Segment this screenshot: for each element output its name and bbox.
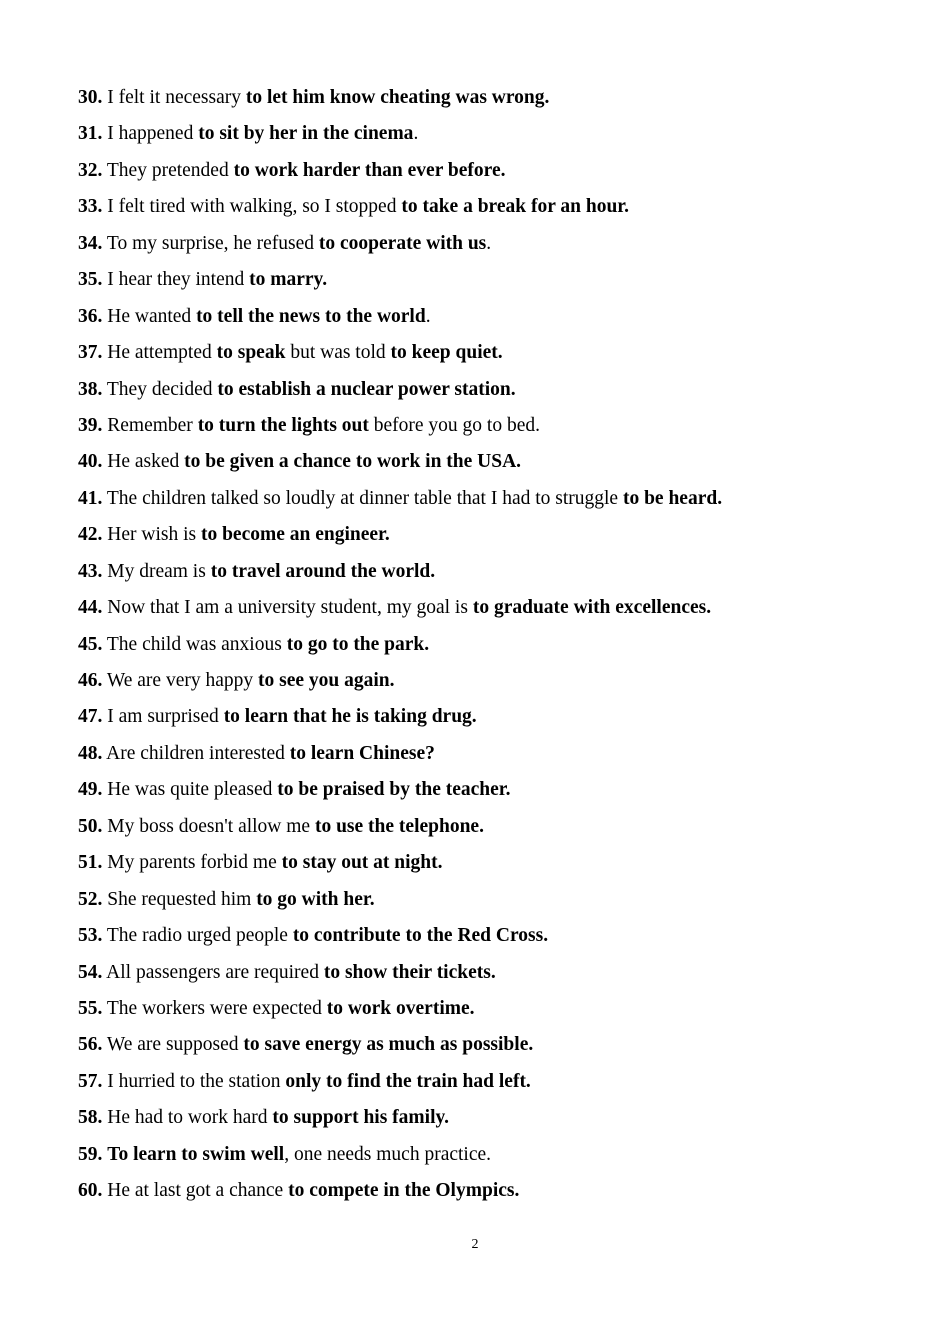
infinitive-phrase: to contribute to the Red Cross. (292, 925, 549, 947)
infinitive-phrase: to let him know cheating was wrong. (245, 87, 550, 108)
sentence-number: 57. (78, 1070, 103, 1092)
sentence-number: 41. (78, 487, 103, 509)
infinitive-phrase: To learn to swim well (107, 1143, 285, 1165)
infinitive-phrase: to graduate with excellences. (472, 597, 712, 619)
sentence-text: The child was anxious (102, 633, 287, 655)
sentence-text: I felt it necessary (102, 87, 246, 108)
infinitive-phrase: to be heard. (622, 487, 723, 509)
sentence-number: 59. (78, 1143, 103, 1165)
sentence-item (78, 740, 918, 776)
sentence-item (78, 157, 918, 193)
infinitive-phrase: to travel around the world. (210, 560, 436, 582)
sentence-item (78, 448, 918, 484)
sentence-number: 56. (78, 1034, 103, 1056)
sentence-text: I am surprised (102, 706, 224, 728)
sentence-item (78, 339, 918, 375)
infinitive-phrase: to learn that he is taking drug. (223, 706, 477, 728)
sentence-number: 55. (78, 997, 103, 1019)
sentence-number: 54. (78, 961, 103, 983)
sentence-text: Her wish is (102, 524, 201, 546)
sentence-text: My parents forbid me (102, 852, 282, 874)
sentence-text: I hear they intend (102, 269, 250, 291)
sentence-text: . (425, 305, 431, 327)
sentence-item (78, 959, 918, 995)
infinitive-phrase: to take a break for an hour. (401, 196, 630, 218)
sentence-text: Now that I am a university student, my goal is (102, 597, 473, 619)
sentence-item (78, 922, 918, 958)
sentence-number: 58. (78, 1107, 103, 1129)
infinitive-phrase: to tell the news to the world (196, 305, 426, 327)
sentence-number: 45. (78, 633, 103, 655)
infinitive-phrase: to go with her. (256, 888, 375, 910)
infinitive-phrase: to work overtime. (326, 997, 475, 1019)
infinitive-phrase: to cooperate with us (318, 232, 487, 254)
sentence-number: 47. (78, 706, 103, 728)
sentence-number: 53. (78, 925, 103, 947)
sentence-text: before you go to bed. (368, 414, 540, 436)
infinitive-phrase: to marry. (249, 269, 328, 291)
sentence-item (78, 1141, 918, 1177)
infinitive-phrase: to sit by her in the cinema (198, 123, 414, 145)
sentence-item (78, 1104, 918, 1140)
sentence-text: He was quite pleased (102, 779, 278, 801)
sentence-item (78, 412, 918, 448)
infinitive-phrase: to speak (216, 342, 286, 364)
sentence-text: She requested him (102, 888, 257, 910)
infinitive-phrase: to establish a nuclear power station. (217, 378, 516, 400)
sentence-list (78, 84, 918, 1214)
infinitive-phrase: to be given a chance to work in the USA. (184, 451, 522, 473)
sentence-text: I hurried to the station (102, 1070, 286, 1092)
infinitive-phrase: to use the telephone. (314, 815, 484, 837)
sentence-text: He attempted (102, 342, 217, 364)
infinitive-phrase: only to find the train had left. (285, 1070, 531, 1092)
sentence-item (78, 667, 918, 703)
sentence-item (78, 485, 918, 521)
sentence-text: I happened (102, 123, 199, 145)
sentence-item (78, 266, 918, 302)
sentence-number: 37. (78, 342, 103, 364)
sentence-number: 32. (78, 159, 103, 181)
sentence-number: 40. (78, 451, 103, 473)
sentence-text: The radio urged people (102, 925, 293, 947)
sentence-text: The children talked so loudly at dinner table that I had to struggle (102, 487, 623, 509)
sentence-text: The workers were expected (102, 997, 327, 1019)
sentence-item (78, 995, 918, 1031)
sentence-text: I felt tired with walking, so I stopped (102, 196, 402, 218)
sentence-text: Are children interested (102, 742, 290, 764)
sentence-item (78, 849, 918, 885)
sentence-item (78, 631, 918, 667)
sentence-text: We are supposed (102, 1034, 244, 1056)
sentence-number: 31. (78, 123, 103, 145)
infinitive-phrase: to see you again. (258, 670, 395, 691)
sentence-item (78, 1068, 918, 1104)
sentence-text: We are very happy (102, 670, 259, 691)
infinitive-phrase: to become an engineer. (200, 524, 390, 546)
infinitive-phrase: to support his family. (272, 1107, 450, 1129)
sentence-number: 35. (78, 269, 103, 291)
sentence-text: He asked (102, 451, 185, 473)
sentence-text: They pretended (102, 159, 234, 181)
sentence-item (78, 230, 918, 266)
sentence-number: 33. (78, 196, 103, 218)
sentence-number: 38. (78, 378, 103, 400)
infinitive-phrase: to work harder than ever before. (233, 159, 506, 181)
sentence-item (78, 776, 918, 812)
sentence-number: 49. (78, 779, 103, 801)
sentence-text: He wanted (102, 305, 197, 327)
page-number: 2 (471, 1237, 479, 1252)
sentence-text: . (413, 123, 419, 145)
infinitive-phrase: to compete in the Olympics. (288, 1180, 520, 1202)
sentence-text: My dream is (102, 560, 211, 582)
sentence-text: To my surprise, he refused (102, 232, 319, 254)
sentence-text: All passengers are required (102, 961, 324, 983)
sentence-item (78, 594, 918, 630)
infinitive-phrase: to be praised by the teacher. (277, 779, 511, 801)
sentence-item (78, 303, 918, 339)
sentence-number: 52. (78, 888, 103, 910)
sentence-number: 30. (78, 87, 103, 108)
sentence-item (78, 120, 918, 156)
sentence-item (78, 376, 918, 412)
sentence-number: 50. (78, 815, 103, 837)
sentence-item (78, 813, 918, 849)
infinitive-phrase: to save energy as much as possible. (243, 1034, 534, 1056)
sentence-number: 34. (78, 232, 103, 254)
infinitive-phrase: to turn the lights out (197, 414, 369, 436)
sentence-text: My boss doesn't allow me (102, 815, 315, 837)
infinitive-phrase: to keep quiet. (390, 342, 503, 364)
infinitive-phrase: to go to the park. (286, 633, 430, 655)
sentence-item (78, 1031, 918, 1067)
sentence-text: . (486, 232, 492, 254)
sentence-item (78, 558, 918, 594)
sentence-number: 44. (78, 597, 103, 619)
sentence-text: He at last got a chance (102, 1180, 289, 1202)
infinitive-phrase: to learn Chinese? (289, 742, 435, 764)
sentence-text: , one needs much practice. (284, 1143, 492, 1165)
sentence-number: 60. (78, 1180, 103, 1202)
sentence-number: 46. (78, 670, 103, 691)
sentence-item (78, 703, 918, 739)
sentence-text: but was told (285, 342, 391, 364)
sentence-item (78, 84, 918, 120)
sentence-number: 42. (78, 524, 103, 546)
sentence-item (78, 1177, 918, 1213)
sentence-item (78, 193, 918, 229)
sentence-item (78, 886, 918, 922)
infinitive-phrase: to stay out at night. (281, 852, 443, 874)
sentence-number: 39. (78, 414, 103, 436)
infinitive-phrase: to show their tickets. (323, 961, 496, 983)
sentence-number: 51. (78, 852, 103, 874)
sentence-text: Remember (102, 414, 198, 436)
sentence-text: He had to work hard (102, 1107, 273, 1129)
sentence-text: They decided (102, 378, 218, 400)
sentence-item (78, 521, 918, 557)
sentence-number: 43. (78, 560, 103, 582)
sentence-number: 36. (78, 305, 103, 327)
sentence-number: 48. (78, 742, 103, 764)
